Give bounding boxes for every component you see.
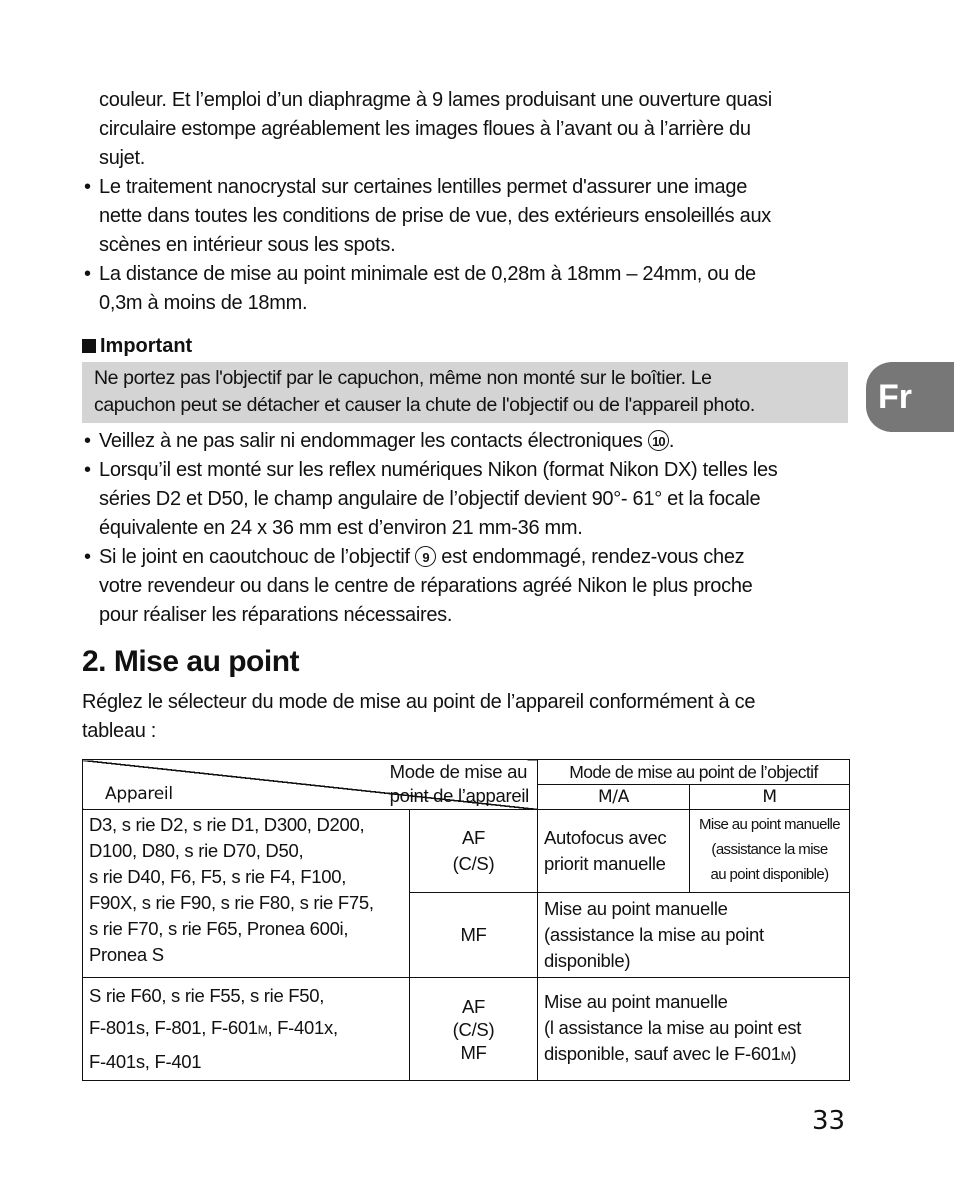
bullet-text: Si le joint en caoutchouc de l’objectif bbox=[99, 546, 410, 568]
bullet-item-min-distance bbox=[82, 260, 848, 318]
text-line: nette dans toutes les conditions de prise de vue, des extérieurs ensoleillés aux bbox=[99, 205, 771, 227]
text-line: AF bbox=[461, 827, 486, 848]
text-line: Ne portez pas l'objectif par le capuchon, même non monté sur le boîtier. Le bbox=[94, 367, 712, 389]
text-line: Mise au point manuelle bbox=[544, 991, 728, 1012]
text-line: sujet. bbox=[99, 147, 146, 169]
text-line: séries D2 et D50, le champ angulaire de l’objectif devient 90°- 61° et la focale bbox=[99, 488, 761, 510]
bullet-item-rubber-seal bbox=[82, 543, 848, 630]
text-line: Le traitement nanocrystal sur certaines lentilles permet d'assurer une image bbox=[99, 176, 748, 198]
text-line: D3, s rie D2, s rie D1, D300, D200, bbox=[89, 814, 365, 835]
text-line: s rie F70, s rie F65, Pronea 600i, bbox=[89, 918, 349, 939]
text-line: Réglez le sélecteur du mode de mise au point de l’appareil conformément à ce bbox=[82, 691, 756, 713]
text-line bbox=[99, 427, 848, 456]
text-line: votre revendeur ou dans le centre de réparations agréé Nikon le plus proche bbox=[99, 575, 753, 597]
bullet-dot: • bbox=[84, 263, 91, 285]
lens-mode-header: Mode de mise au point de l’objectif bbox=[538, 760, 850, 785]
text-span: ) bbox=[790, 1043, 797, 1064]
text-line: (l assistance la mise au point est bbox=[544, 1017, 802, 1038]
text-line: S rie F60, s rie F55, s rie F50, bbox=[89, 985, 325, 1006]
text-line: D100, D80, s rie D70, D50, bbox=[89, 840, 304, 861]
text-line: priorit manuelle bbox=[544, 853, 666, 874]
bullet-text: Veillez à ne pas salir ni endommager les contacts électroniques bbox=[99, 430, 643, 452]
text-line: disponible) bbox=[544, 950, 631, 971]
table-header-row bbox=[83, 760, 850, 785]
circled-number-ref: 10 bbox=[648, 430, 669, 451]
camera-header: Appareil bbox=[105, 784, 173, 804]
lens-ma-cell bbox=[538, 810, 690, 893]
text-line: Mise au point manuelle bbox=[698, 816, 841, 833]
bullet-dot: • bbox=[84, 546, 91, 568]
bullet-dot: • bbox=[84, 176, 91, 198]
bullet-item-contacts bbox=[82, 427, 848, 456]
text-line: point de l’appareil bbox=[389, 785, 529, 806]
text-line: Autofocus avec bbox=[544, 827, 667, 848]
black-square-icon bbox=[82, 339, 96, 353]
lens-mode-cell bbox=[538, 978, 850, 1081]
bullet-item-nanocrystal bbox=[82, 173, 848, 260]
text-line: couleur. Et l’emploi d’un diaphragme à 9 lames produisant une ouverture quasi bbox=[99, 89, 772, 111]
table-row bbox=[83, 978, 850, 1081]
text-line: Lorsqu’il est monté sur les reflex numériques Nikon (format Nikon DX) telles les bbox=[99, 459, 778, 481]
lens-mode-cell bbox=[538, 893, 850, 978]
text-span: , F-401x, bbox=[267, 1017, 338, 1038]
text-line: circulaire estompe agréablement les images floues à l’avant ou à l’arrière du bbox=[99, 118, 751, 140]
camera-mode-cell: MF bbox=[410, 893, 538, 978]
bullet-dot: • bbox=[84, 430, 91, 452]
text-line: Mode de mise au bbox=[389, 761, 528, 782]
bullet-item-dx-format bbox=[82, 456, 848, 543]
text-line: capuchon peut se détacher et causer la chute de l'objectif ou de l'appareil photo. bbox=[94, 394, 755, 416]
text-line: équivalente en 24 x 36 mm est d’environ 21 mm-36 mm. bbox=[99, 517, 583, 539]
text-span: disponible, sauf avec le F-601 bbox=[544, 1043, 781, 1064]
text-line: 0,3m à moins de 18mm. bbox=[99, 292, 308, 314]
text-line: F90X, s rie F90, s rie F80, s rie F75, bbox=[89, 892, 374, 913]
text-line bbox=[544, 1041, 843, 1069]
text-line: F-401s, F-401 bbox=[89, 1051, 202, 1072]
text-line: Mise au point manuelle bbox=[544, 898, 728, 919]
text-line bbox=[99, 543, 848, 572]
small-caps-m: M bbox=[780, 1049, 791, 1063]
column-header-m: M bbox=[690, 785, 850, 810]
text-line: s rie D40, F6, F5, s rie F4, F100, bbox=[89, 866, 347, 887]
language-tab-fr[interactable]: Fr bbox=[866, 362, 954, 432]
camera-mode-cell bbox=[410, 978, 538, 1081]
page-content bbox=[82, 86, 848, 1081]
bullet-text: est endommagé, rendez-vous chez bbox=[441, 546, 745, 568]
focus-mode-table bbox=[82, 759, 850, 1081]
circled-number-ref: 9 bbox=[415, 546, 436, 567]
bullet-dot: • bbox=[84, 459, 91, 481]
text-line: (assistance la mise bbox=[711, 841, 828, 858]
lens-m-cell bbox=[690, 810, 850, 893]
section-intro bbox=[82, 688, 848, 746]
text-line: Pronea S bbox=[89, 944, 164, 965]
text-line bbox=[89, 1012, 403, 1046]
section-heading: 2. Mise au point bbox=[82, 645, 300, 678]
text-line: pour réaliser les réparations nécessaires. bbox=[99, 604, 453, 626]
text-line: La distance de mise au point minimale est de 0,28m à 18mm – 24mm, ou de bbox=[99, 263, 756, 285]
text-line: (C/S) bbox=[452, 853, 495, 874]
column-header-ma: M/A bbox=[538, 785, 690, 810]
camera-list-cell bbox=[83, 978, 410, 1081]
text-line: MF bbox=[460, 1041, 487, 1063]
text-line: (C/S) bbox=[452, 1018, 495, 1040]
important-warning-box bbox=[82, 362, 848, 423]
intro-paragraph bbox=[82, 86, 848, 173]
page-number: 33 bbox=[812, 1106, 846, 1136]
camera-mode-header bbox=[390, 760, 529, 808]
text-span: F-801s, F-801, F-601 bbox=[89, 1017, 258, 1038]
punctuation: . bbox=[668, 430, 675, 452]
text-line: tableau : bbox=[82, 720, 157, 742]
small-caps-m: M bbox=[257, 1023, 268, 1037]
important-title: Important bbox=[100, 335, 193, 357]
camera-list-cell bbox=[83, 810, 410, 978]
text-line: (assistance la mise au point bbox=[544, 924, 764, 945]
text-line: scènes en intérieur sous les spots. bbox=[99, 234, 396, 256]
text-line: AF bbox=[461, 995, 486, 1017]
table-row bbox=[83, 810, 850, 893]
text-line: au point disponible) bbox=[710, 866, 829, 883]
camera-mode-cell bbox=[410, 810, 538, 893]
table-corner-cell bbox=[83, 760, 538, 810]
important-heading bbox=[82, 332, 848, 360]
